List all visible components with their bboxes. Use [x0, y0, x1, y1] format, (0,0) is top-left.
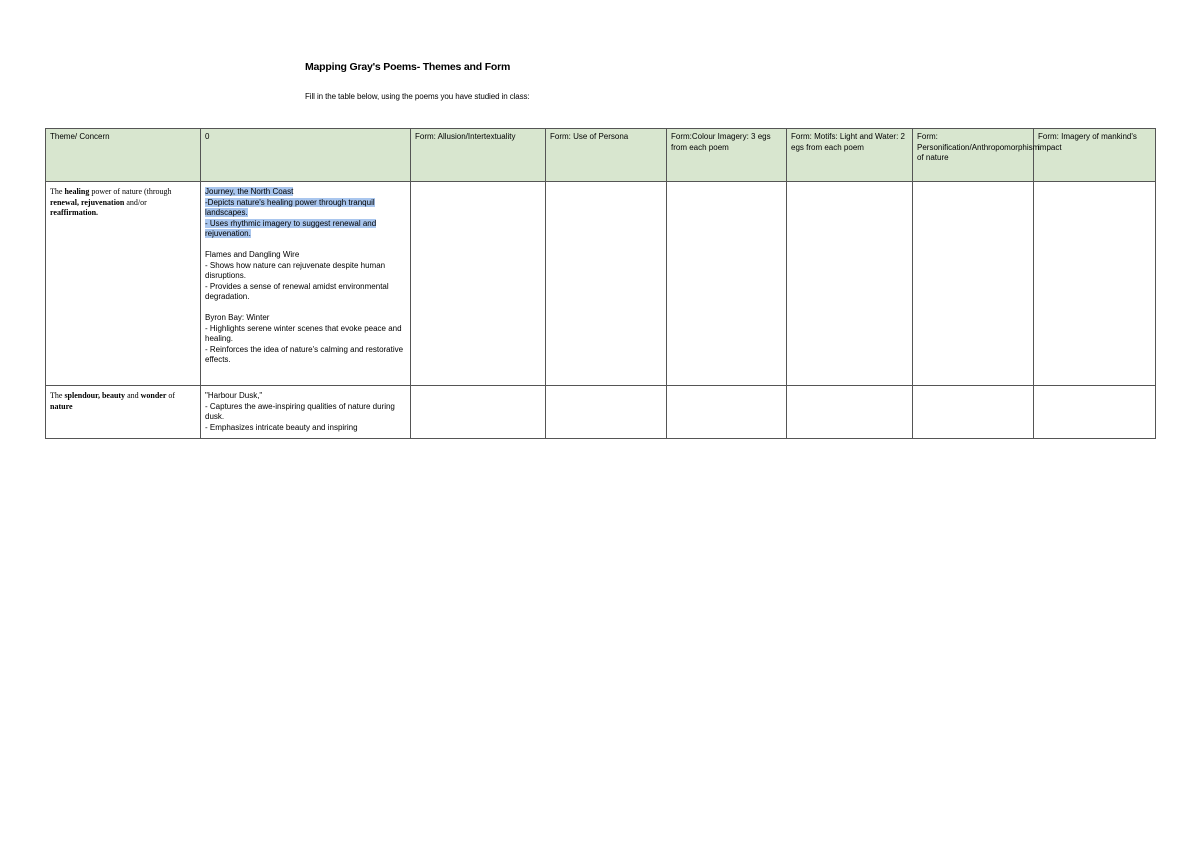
header-cell[interactable]: Form: Allusion/Intertextuality: [411, 129, 546, 182]
poem-title: Byron Bay: Winter: [205, 312, 270, 322]
table-header-row: [46, 129, 1156, 182]
poem-note: - Uses rhythmic imagery to suggest renewal and rejuvenation.: [205, 218, 377, 239]
poem-note: - Shows how nature can rejuvenate despite human disruptions.: [205, 260, 386, 281]
empty-cell[interactable]: [787, 386, 913, 439]
theme-keyword: healing: [64, 187, 90, 196]
theme-keyword: wonder: [140, 391, 167, 400]
empty-cell[interactable]: [667, 386, 787, 439]
theme-text: The: [50, 187, 65, 196]
theme-text: and: [125, 391, 141, 400]
poem-note: -Depicts nature's healing power through tranquil landscapes.: [205, 197, 375, 218]
theme-cell[interactable]: [46, 386, 201, 439]
empty-cell[interactable]: [546, 182, 667, 386]
empty-cell[interactable]: [667, 182, 787, 386]
empty-cell[interactable]: [787, 182, 913, 386]
notes-cell[interactable]: [201, 182, 411, 386]
header-cell[interactable]: Theme/ Concern: [46, 129, 201, 182]
instruction-text: Fill in the table below, using the poems you have studied in class:: [305, 92, 530, 101]
theme-keyword: reaffirmation.: [50, 208, 99, 218]
header-cell[interactable]: Form: Imagery of mankind's impact: [1034, 129, 1156, 182]
poem-title: Flames and Dangling Wire: [205, 249, 300, 259]
header-cell[interactable]: Form: Motifs: Light and Water: 2 egs from each poem: [787, 129, 913, 182]
empty-cell[interactable]: [546, 386, 667, 439]
table-row: [46, 182, 1156, 386]
empty-cell[interactable]: [913, 386, 1034, 439]
theme-text: and/or: [124, 197, 147, 207]
header-cell[interactable]: Form: Personification/Anthropomorphism of nature: [913, 129, 1034, 182]
header-cell[interactable]: Form: Use of Persona: [546, 129, 667, 182]
document-title: Mapping Gray's Poems- Themes and Form: [305, 61, 511, 73]
notes-clip: [205, 391, 406, 435]
theme-text: power of nature (through: [89, 187, 172, 196]
empty-cell[interactable]: [411, 386, 546, 439]
empty-cell[interactable]: [411, 182, 546, 386]
poem-note: - Provides a sense of renewal amidst environmental degradation.: [205, 281, 389, 302]
theme-keyword: renewal, rejuvenation: [50, 197, 125, 207]
theme-cell[interactable]: [46, 182, 201, 386]
empty-cell[interactable]: [1034, 182, 1156, 386]
themes-form-table: [45, 128, 1156, 439]
empty-cell[interactable]: [1034, 386, 1156, 439]
poem-note: - Emphasizes intricate beauty and inspiring: [205, 422, 358, 432]
spacer: [205, 303, 406, 313]
header-cell[interactable]: 0: [201, 129, 411, 182]
theme-keyword: nature: [50, 401, 73, 411]
header-cell[interactable]: Form:Colour Imagery: 3 egs from each poem: [667, 129, 787, 182]
poem-title: "Harbour Dusk,": [205, 391, 263, 400]
theme-text: The: [50, 391, 65, 400]
notes-cell[interactable]: [201, 386, 411, 439]
theme-text: of: [166, 391, 176, 400]
theme-keyword: splendour, beauty: [64, 391, 126, 400]
spacer: [205, 240, 406, 250]
poem-note: - Captures the awe-inspiring qualities of nature during dusk.: [205, 401, 395, 422]
poem-note: - Reinforces the idea of nature's calming and restorative effects.: [205, 344, 404, 365]
poem-title: Journey, the North Coast: [205, 187, 294, 196]
empty-cell[interactable]: [913, 182, 1034, 386]
poem-note: - Highlights serene winter scenes that evoke peace and healing.: [205, 323, 402, 344]
table-row: [46, 386, 1156, 439]
